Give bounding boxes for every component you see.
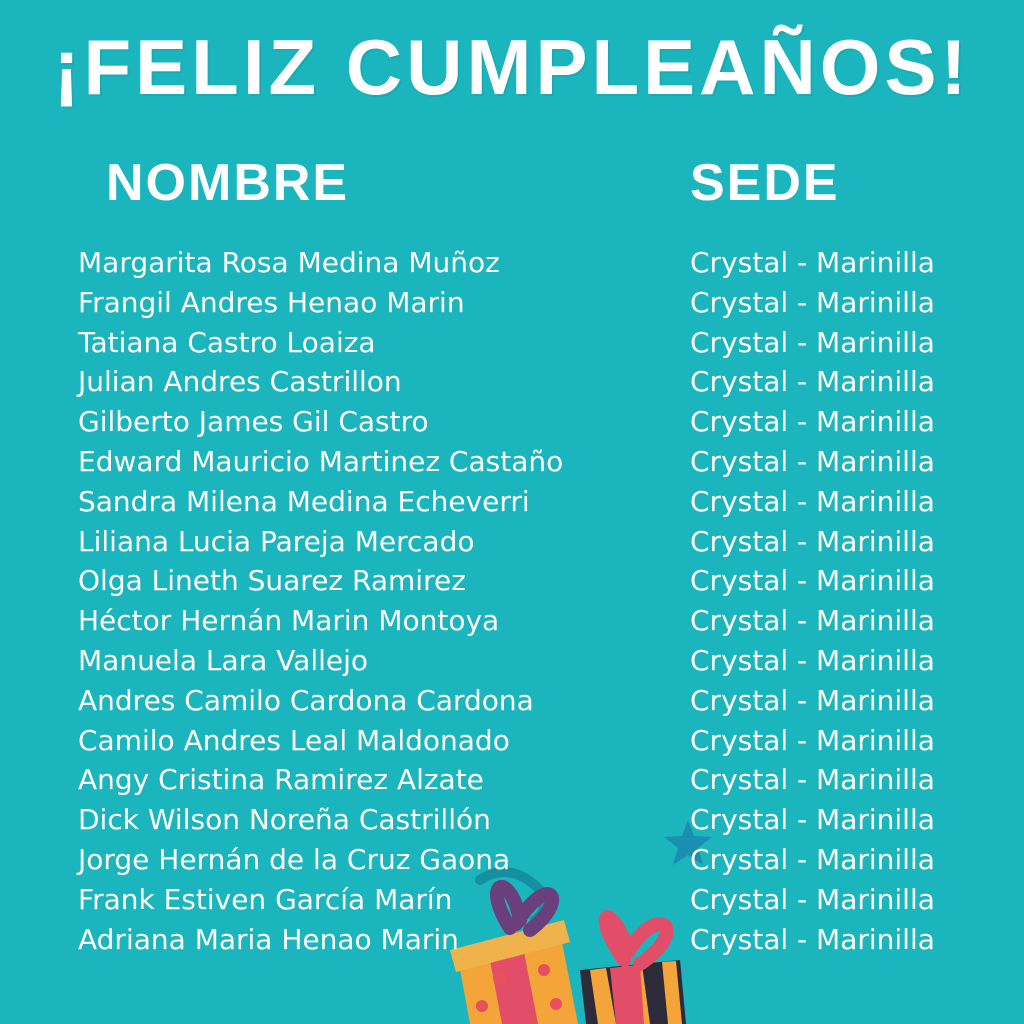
list-item bbox=[0, 721, 1024, 761]
person-sede: Crystal - Marinilla bbox=[690, 683, 935, 717]
person-sede: Crystal - Marinilla bbox=[690, 882, 935, 916]
person-sede: Crystal - Marinilla bbox=[690, 723, 935, 757]
person-sede: Crystal - Marinilla bbox=[690, 405, 935, 439]
list-item bbox=[0, 760, 1024, 800]
list-item bbox=[0, 323, 1024, 363]
list-item bbox=[0, 362, 1024, 402]
person-sede: Crystal - Marinilla bbox=[690, 285, 935, 319]
list-item bbox=[0, 880, 1024, 920]
person-name: Camilo Andres Leal Maldonado bbox=[78, 723, 510, 757]
person-sede: Crystal - Marinilla bbox=[690, 763, 935, 797]
person-sede: Crystal - Marinilla bbox=[690, 246, 935, 279]
list-item bbox=[0, 641, 1024, 681]
person-sede: Crystal - Marinilla bbox=[690, 325, 935, 359]
person-sede: Crystal - Marinilla bbox=[690, 803, 935, 837]
column-header-sede: SEDE bbox=[690, 154, 840, 212]
person-sede: Crystal - Marinilla bbox=[690, 484, 935, 518]
person-name: Angy Cristina Ramirez Alzate bbox=[78, 763, 484, 797]
person-name: Manuela Lara Vallejo bbox=[78, 643, 369, 677]
person-name: Tatiana Castro Loaiza bbox=[78, 325, 376, 359]
person-sede: Crystal - Marinilla bbox=[690, 842, 935, 876]
person-sede: Crystal - Marinilla bbox=[690, 564, 935, 598]
person-name: Frank Estiven García Marín bbox=[78, 882, 453, 916]
person-sede: Crystal - Marinilla bbox=[690, 524, 935, 558]
list-item bbox=[0, 601, 1024, 641]
person-sede: Crystal - Marinilla bbox=[690, 643, 935, 677]
list-item bbox=[0, 482, 1024, 522]
person-name: Julian Andres Castrillon bbox=[78, 365, 402, 399]
list-item bbox=[0, 561, 1024, 601]
list-item bbox=[0, 402, 1024, 442]
column-header-name: NOMBRE bbox=[106, 154, 350, 212]
person-sede: Crystal - Marinilla bbox=[690, 604, 935, 638]
person-name: Jorge Hernán de la Cruz Gaona bbox=[78, 842, 511, 876]
birthday-list bbox=[0, 243, 1024, 959]
person-name: Sandra Milena Medina Echeverri bbox=[78, 484, 530, 518]
list-item bbox=[0, 442, 1024, 482]
person-name: Héctor Hernán Marin Montoya bbox=[78, 604, 500, 638]
person-name: Dick Wilson Noreña Castrillón bbox=[78, 803, 491, 837]
page-title: ¡FELIZ CUMPLEAÑOS! bbox=[53, 23, 971, 111]
list-item bbox=[0, 800, 1024, 840]
list-item bbox=[0, 681, 1024, 721]
person-sede: Crystal - Marinilla bbox=[690, 922, 935, 956]
person-name: Gilberto James Gil Castro bbox=[78, 405, 429, 439]
list-item bbox=[0, 920, 1024, 960]
list-item bbox=[0, 243, 1024, 283]
list-item bbox=[0, 283, 1024, 323]
person-name: Andres Camilo Cardona Cardona bbox=[78, 683, 534, 717]
person-name: Margarita Rosa Medina Muñoz bbox=[78, 246, 500, 279]
person-sede: Crystal - Marinilla bbox=[690, 444, 935, 478]
person-name: Liliana Lucia Pareja Mercado bbox=[78, 524, 475, 558]
person-name: Frangil Andres Henao Marin bbox=[78, 285, 465, 319]
person-name: Edward Mauricio Martinez Castaño bbox=[78, 444, 564, 478]
list-item bbox=[0, 840, 1024, 880]
person-name: Adriana Maria Henao Marin bbox=[78, 922, 459, 956]
person-sede: Crystal - Marinilla bbox=[690, 365, 935, 399]
list-item bbox=[0, 522, 1024, 562]
person-name: Olga Lineth Suarez Ramirez bbox=[78, 564, 466, 598]
